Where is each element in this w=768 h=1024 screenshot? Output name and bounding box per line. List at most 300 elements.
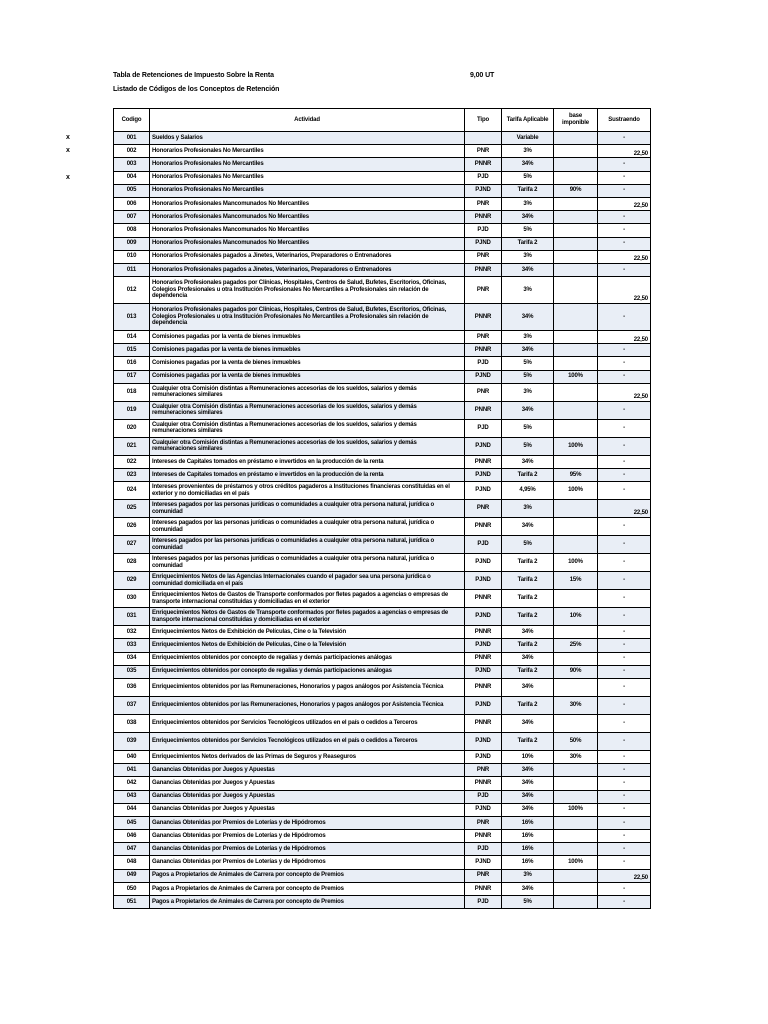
table-row: [114, 437, 651, 455]
table-cell-tipo: PJD: [465, 171, 502, 184]
table-cell-sustraendo: -: [598, 608, 651, 626]
table-cell-tipo: PNR: [465, 500, 502, 518]
table-cell-tarifa: Tarifa 2: [502, 184, 554, 197]
table-cell-actividad: Enriquecimientos obtenidos por las Remuneraciones, Honorarios y pagos análogos por Asistencia Técnica: [150, 696, 465, 714]
table-cell-actividad: Honorarios Profesionales pagados por Clínicas, Hospitales, Centros de Salud, Bufetes, Escritorios, Oficinas, Colegios Profesionales u otra Institución Profesionales No Mercantiles a Profesionales sin relación de dependencia: [150, 304, 465, 331]
table-cell-tarifa: 10%: [502, 750, 554, 763]
column-header-base: base imponible: [554, 109, 598, 132]
table-cell-tipo: PNNR: [465, 714, 502, 732]
table-cell-tipo: PJND: [465, 696, 502, 714]
table-row: [114, 500, 651, 518]
table-row: [114, 816, 651, 829]
table-cell-tarifa: 5%: [502, 224, 554, 237]
table-cell-tarifa: 34%: [502, 263, 554, 276]
table-cell-base: 100%: [554, 554, 598, 572]
table-cell-codigo: 012: [114, 277, 150, 304]
table-cell-tipo: PNNR: [465, 263, 502, 276]
table-cell-actividad: Enriquecimientos obtenidos por las Remuneraciones, Honorarios y pagos análogos por Asistencia Técnica: [150, 678, 465, 696]
table-cell-codigo: 033: [114, 639, 150, 652]
table-cell-sustraendo: -: [598, 419, 651, 437]
table-cell-tarifa: 5%: [502, 357, 554, 370]
table-cell-tarifa: 5%: [502, 419, 554, 437]
table-cell-actividad: Cualquier otra Comisión distintas a Remuneraciones accesorias de los sueldos, salarios y demás remuneraciones similares: [150, 437, 465, 455]
table-row: [114, 482, 651, 500]
table-cell-actividad: Comisiones pagadas por la venta de bienes inmuebles: [150, 370, 465, 383]
table-cell-sustraendo: -: [598, 237, 651, 250]
document-title: Tabla de Retenciones de Impuesto Sobre la Renta: [113, 72, 274, 79]
table-cell-tipo: PJND: [465, 639, 502, 652]
table-cell-base: [554, 626, 598, 639]
table-cell-tarifa: 34%: [502, 455, 554, 468]
table-cell-tarifa: 4,95%: [502, 482, 554, 500]
table-cell-actividad: Cualquier otra Comisión distintas a Remuneraciones accesorias de los sueldos, salarios y demás remuneraciones similares: [150, 419, 465, 437]
table-cell-actividad: Comisiones pagadas por la venta de bienes inmuebles: [150, 331, 465, 344]
table-cell-sustraendo: -: [598, 678, 651, 696]
column-header-actividad: Actividad: [150, 109, 465, 132]
table-cell-sustraendo: -: [598, 401, 651, 419]
table-cell-codigo: 015: [114, 344, 150, 357]
table-cell-codigo: 001: [114, 132, 150, 145]
table-cell-sustraendo: -: [598, 714, 651, 732]
table-cell-base: [554, 843, 598, 856]
table-cell-codigo: 030: [114, 590, 150, 608]
table-cell-sustraendo: -: [598, 171, 651, 184]
table-cell-actividad: Ganancias Obtenidas por Juegos y Apuestas: [150, 764, 465, 777]
column-header-tarifa: Tarifa Aplicable: [502, 109, 554, 132]
table-cell-sustraendo: -: [598, 732, 651, 750]
row-mark: x: [66, 134, 70, 141]
table-cell-base: 15%: [554, 572, 598, 590]
table-row: [114, 357, 651, 370]
table-cell-tipo: PJND: [465, 237, 502, 250]
table-cell-tarifa: Tarifa 2: [502, 237, 554, 250]
table-cell-codigo: 019: [114, 401, 150, 419]
table-cell-tipo: PNNR: [465, 518, 502, 536]
table-cell-sustraendo: -: [598, 437, 651, 455]
table-cell-tipo: PNNR: [465, 652, 502, 665]
table-cell-base: [554, 536, 598, 554]
table-cell-base: [554, 790, 598, 803]
table-cell-tipo: PNR: [465, 869, 502, 882]
table-cell-actividad: Honorarios Profesionales pagados a Jinetes, Veterinarios, Preparadores o Entrenadores: [150, 263, 465, 276]
table-cell-sustraendo: 22,50: [598, 500, 651, 518]
table-cell-tipo: PJD: [465, 224, 502, 237]
table-cell-codigo: 034: [114, 652, 150, 665]
table-row: [114, 211, 651, 224]
table-cell-base: [554, 263, 598, 276]
table-cell-base: [554, 652, 598, 665]
table-row: [114, 678, 651, 696]
table-cell-base: 30%: [554, 696, 598, 714]
table-row: [114, 803, 651, 816]
table-row: [114, 132, 651, 145]
table-cell-actividad: Intereses pagados por las personas jurídicas o comunidades a cualquier otra persona natural, jurídica o comunidad: [150, 500, 465, 518]
table-cell-codigo: 040: [114, 750, 150, 763]
table-cell-codigo: 004: [114, 171, 150, 184]
table-cell-codigo: 044: [114, 803, 150, 816]
table-cell-codigo: 016: [114, 357, 150, 370]
table-cell-actividad: Enriquecimientos obtenidos por Servicios Tecnológicos utilizados en el país o cedidos a Terceros: [150, 732, 465, 750]
table-row: [114, 331, 651, 344]
table-cell-tarifa: Tarifa 2: [502, 554, 554, 572]
table-row: [114, 419, 651, 437]
table-cell-tarifa: 3%: [502, 250, 554, 263]
table-cell-codigo: 051: [114, 896, 150, 909]
table-row: [114, 554, 651, 572]
table-cell-tarifa: 3%: [502, 383, 554, 401]
table-cell-sustraendo: 22,50: [598, 331, 651, 344]
table-cell-tipo: PJND: [465, 482, 502, 500]
table-row: [114, 696, 651, 714]
table-cell-tarifa: 3%: [502, 869, 554, 882]
table-cell-tipo: PNNR: [465, 401, 502, 419]
table-cell-base: [554, 590, 598, 608]
table-cell-tarifa: 34%: [502, 764, 554, 777]
table-cell-tipo: PJND: [465, 572, 502, 590]
table-cell-tarifa: 34%: [502, 518, 554, 536]
table-cell-tipo: PJND: [465, 184, 502, 197]
table-cell-tipo: PNNR: [465, 590, 502, 608]
table-cell-base: [554, 714, 598, 732]
table-cell-base: [554, 455, 598, 468]
table-cell-tipo: PNR: [465, 331, 502, 344]
table-row: [114, 197, 651, 210]
table-cell-tipo: PNNR: [465, 777, 502, 790]
table-cell-actividad: Intereses pagados por las personas jurídicas o comunidades a cualquier otra persona natural, jurídica o comunidad: [150, 554, 465, 572]
table-cell-actividad: Intereses de Capitales tomados en préstamo e invertidos en la producción de la renta: [150, 469, 465, 482]
table-cell-base: [554, 171, 598, 184]
table-cell-actividad: Honorarios Profesionales Mancomunados No Mercantiles: [150, 237, 465, 250]
table-cell-codigo: 046: [114, 830, 150, 843]
table-cell-base: 100%: [554, 856, 598, 869]
table-cell-tipo: PNR: [465, 145, 502, 158]
table-cell-tipo: PNR: [465, 250, 502, 263]
table-row: [114, 344, 651, 357]
table-cell-tarifa: 34%: [502, 344, 554, 357]
table-row: [114, 145, 651, 158]
table-cell-actividad: Pagos a Propietarios de Animales de Carrera por concepto de Premios: [150, 869, 465, 882]
table-cell-sustraendo: -: [598, 211, 651, 224]
table-row: [114, 856, 651, 869]
table-cell-codigo: 029: [114, 572, 150, 590]
table-body: [114, 132, 651, 909]
table-cell-tarifa: 16%: [502, 856, 554, 869]
table-cell-tarifa: 34%: [502, 401, 554, 419]
table-cell-base: [554, 896, 598, 909]
table-row: [114, 304, 651, 331]
table-cell-actividad: Honorarios Profesionales pagados a Jinetes, Veterinarios, Preparadores o Entrenadores: [150, 250, 465, 263]
table-cell-base: [554, 678, 598, 696]
table-cell-tarifa: Variable: [502, 132, 554, 145]
table-cell-tarifa: 34%: [502, 158, 554, 171]
table-cell-sustraendo: -: [598, 652, 651, 665]
table-cell-sustraendo: -: [598, 764, 651, 777]
table-cell-tipo: PJND: [465, 732, 502, 750]
table-cell-tarifa: 34%: [502, 626, 554, 639]
table-cell-base: [554, 816, 598, 829]
table-row: [114, 750, 651, 763]
table-row: [114, 608, 651, 626]
table-cell-base: [554, 383, 598, 401]
table-cell-codigo: 048: [114, 856, 150, 869]
table-cell-base: [554, 830, 598, 843]
table-cell-actividad: Honorarios Profesionales No Mercantiles: [150, 184, 465, 197]
table-cell-tipo: PNNR: [465, 626, 502, 639]
table-row: [114, 370, 651, 383]
table-cell-actividad: Honorarios Profesionales Mancomunados No Mercantiles: [150, 211, 465, 224]
table-cell-actividad: Comisiones pagadas por la venta de bienes inmuebles: [150, 344, 465, 357]
table-cell-codigo: 043: [114, 790, 150, 803]
table-row: [114, 652, 651, 665]
table-cell-tipo: PJND: [465, 370, 502, 383]
table-row: [114, 590, 651, 608]
table-row: [114, 764, 651, 777]
table-cell-actividad: Enriquecimientos Netos de las Agencias Internacionales cuando el pagador sea una persona jurídica o comunidad domiciliada en el país: [150, 572, 465, 590]
table-cell-base: 100%: [554, 482, 598, 500]
table-cell-tipo: PJD: [465, 536, 502, 554]
table-cell-codigo: 018: [114, 383, 150, 401]
table-cell-tarifa: 34%: [502, 652, 554, 665]
table-cell-base: [554, 764, 598, 777]
table-cell-codigo: 008: [114, 224, 150, 237]
table-cell-tipo: PJND: [465, 437, 502, 455]
table-cell-actividad: Ganancias Obtenidas por Juegos y Apuestas: [150, 777, 465, 790]
table-cell-actividad: Honorarios Profesionales Mancomunados No Mercantiles: [150, 224, 465, 237]
row-mark: x: [66, 147, 70, 154]
table-cell-codigo: 028: [114, 554, 150, 572]
table-row: [114, 536, 651, 554]
table-cell-actividad: Enriquecimientos obtenidos por concepto de regalías y demás participaciones análogas: [150, 652, 465, 665]
table-cell-actividad: Enriquecimientos Netos de Gastos de Transporte conformados por fletes pagados a agencias o empresas de transporte internacional constituidas y domiciliadas en el exterior: [150, 590, 465, 608]
table-cell-tarifa: 34%: [502, 882, 554, 895]
table-cell-codigo: 022: [114, 455, 150, 468]
table-cell-codigo: 025: [114, 500, 150, 518]
table-cell-actividad: Enriquecimientos obtenidos por Servicios Tecnológicos utilizados en el país o cedidos a Terceros: [150, 714, 465, 732]
table-cell-codigo: 020: [114, 419, 150, 437]
table-cell-codigo: 031: [114, 608, 150, 626]
table-row: [114, 383, 651, 401]
table-cell-codigo: 007: [114, 211, 150, 224]
table-cell-tarifa: 16%: [502, 843, 554, 856]
table-cell-actividad: Intereses pagados por las personas jurídicas o comunidades a cualquier otra persona natural, jurídica o comunidad: [150, 536, 465, 554]
table-cell-sustraendo: -: [598, 572, 651, 590]
table-cell-base: [554, 331, 598, 344]
table-cell-tarifa: 34%: [502, 790, 554, 803]
table-cell-base: [554, 500, 598, 518]
table-cell-sustraendo: -: [598, 665, 651, 678]
table-cell-actividad: Enriquecimientos Netos de Exhibición de Películas, Cine o la Televisión: [150, 626, 465, 639]
table-cell-base: 100%: [554, 803, 598, 816]
table-cell-sustraendo: -: [598, 357, 651, 370]
table-row: [114, 790, 651, 803]
table-cell-base: 100%: [554, 437, 598, 455]
table-cell-tipo: PNNR: [465, 158, 502, 171]
table-cell-sustraendo: -: [598, 750, 651, 763]
table-row: [114, 777, 651, 790]
table-row: [114, 401, 651, 419]
table-cell-tipo: PJND: [465, 554, 502, 572]
table-cell-actividad: Ganancias Obtenidas por Premios de Loterías y de Hipódromos: [150, 816, 465, 829]
table-cell-sustraendo: -: [598, 803, 651, 816]
table-cell-base: [554, 132, 598, 145]
table-cell-tipo: PNNR: [465, 344, 502, 357]
table-cell-base: 50%: [554, 732, 598, 750]
table-cell-codigo: 039: [114, 732, 150, 750]
table-cell-tarifa: Tarifa 2: [502, 696, 554, 714]
table-cell-sustraendo: -: [598, 263, 651, 276]
table-cell-actividad: Pagos a Propietarios de Animales de Carrera por concepto de Premios: [150, 882, 465, 895]
table-cell-actividad: Intereses pagados por las personas jurídicas o comunidades a cualquier otra persona natural, jurídica o comunidad: [150, 518, 465, 536]
table-cell-actividad: Enriquecimientos Netos derivados de las Primas de Seguros y Reaseguros: [150, 750, 465, 763]
table-cell-tipo: PJND: [465, 856, 502, 869]
table-cell-base: [554, 145, 598, 158]
table-row: [114, 830, 651, 843]
table-cell-sustraendo: -: [598, 830, 651, 843]
table-cell-codigo: 049: [114, 869, 150, 882]
table-cell-actividad: Comisiones pagadas por la venta de bienes inmuebles: [150, 357, 465, 370]
table-cell-actividad: Ganancias Obtenidas por Premios de Loterías y de Hipódromos: [150, 856, 465, 869]
table-cell-base: 95%: [554, 469, 598, 482]
table-cell-sustraendo: -: [598, 304, 651, 331]
table-cell-codigo: 014: [114, 331, 150, 344]
table-cell-base: [554, 344, 598, 357]
table-cell-tarifa: 3%: [502, 145, 554, 158]
table-cell-tarifa: Tarifa 2: [502, 590, 554, 608]
table-row: [114, 626, 651, 639]
table-cell-sustraendo: -: [598, 856, 651, 869]
table-cell-tipo: PNNR: [465, 830, 502, 843]
table-cell-tarifa: 3%: [502, 500, 554, 518]
table-cell-sustraendo: 22,50: [598, 145, 651, 158]
table-cell-base: [554, 869, 598, 882]
table-cell-base: 25%: [554, 639, 598, 652]
table-cell-codigo: 009: [114, 237, 150, 250]
table-row: [114, 171, 651, 184]
table-cell-sustraendo: -: [598, 344, 651, 357]
table-cell-sustraendo: -: [598, 777, 651, 790]
table-row: [114, 732, 651, 750]
table-cell-sustraendo: -: [598, 696, 651, 714]
table-row: [114, 224, 651, 237]
table-cell-codigo: 038: [114, 714, 150, 732]
table-cell-tarifa: 34%: [502, 714, 554, 732]
table-cell-actividad: Sueldos y Salarios: [150, 132, 465, 145]
table-cell-sustraendo: -: [598, 482, 651, 500]
table-row: [114, 469, 651, 482]
table-cell-codigo: 045: [114, 816, 150, 829]
table-cell-base: [554, 304, 598, 331]
table-row: [114, 184, 651, 197]
table-cell-codigo: 002: [114, 145, 150, 158]
table-cell-actividad: Ganancias Obtenidas por Premios de Loterías y de Hipódromos: [150, 830, 465, 843]
table-cell-sustraendo: -: [598, 590, 651, 608]
table-cell-base: [554, 357, 598, 370]
table-cell-tipo: PNNR: [465, 882, 502, 895]
table-cell-actividad: Honorarios Profesionales No Mercantiles: [150, 171, 465, 184]
table-cell-actividad: Enriquecimientos Netos de Gastos de Transporte conformados por fletes pagados a agencias o empresas de transporte internacional constituidas y domiciliadas en el exterior: [150, 608, 465, 626]
table-cell-sustraendo: -: [598, 843, 651, 856]
table-cell-codigo: 047: [114, 843, 150, 856]
table-cell-codigo: 021: [114, 437, 150, 455]
table-cell-tarifa: Tarifa 2: [502, 572, 554, 590]
table-cell-base: [554, 224, 598, 237]
table-cell-actividad: Ganancias Obtenidas por Juegos y Apuestas: [150, 790, 465, 803]
table-row: [114, 882, 651, 895]
table-cell-base: [554, 250, 598, 263]
table-cell-base: [554, 197, 598, 210]
table-cell-codigo: 011: [114, 263, 150, 276]
table-cell-actividad: Ganancias Obtenidas por Premios de Loterías y de Hipódromos: [150, 843, 465, 856]
table-cell-sustraendo: -: [598, 158, 651, 171]
table-cell-actividad: Pagos a Propietarios de Animales de Carrera por concepto de Premios: [150, 896, 465, 909]
table-cell-base: [554, 777, 598, 790]
table-cell-codigo: 032: [114, 626, 150, 639]
table-cell-tipo: PJND: [465, 608, 502, 626]
table-cell-tarifa: 3%: [502, 331, 554, 344]
table-cell-tipo: PNNR: [465, 211, 502, 224]
table-cell-actividad: Enriquecimientos obtenidos por concepto de regalías y demás participaciones análogas: [150, 665, 465, 678]
table-cell-tarifa: 34%: [502, 304, 554, 331]
table-cell-tipo: PNNR: [465, 304, 502, 331]
retention-codes-table: [113, 108, 651, 909]
table-cell-tipo: PNR: [465, 197, 502, 210]
table-cell-tarifa: 5%: [502, 370, 554, 383]
table-cell-tipo: PJD: [465, 790, 502, 803]
table-row: [114, 158, 651, 171]
table-row: [114, 869, 651, 882]
table-cell-tarifa: 5%: [502, 896, 554, 909]
row-mark: x: [66, 174, 70, 181]
table-cell-codigo: 013: [114, 304, 150, 331]
table-cell-tarifa: 3%: [502, 197, 554, 210]
table-cell-base: [554, 518, 598, 536]
table-row: [114, 250, 651, 263]
table-cell-tipo: PJND: [465, 469, 502, 482]
table-cell-tarifa: 34%: [502, 678, 554, 696]
table-cell-base: 100%: [554, 370, 598, 383]
ut-value: 9,00 UT: [470, 72, 495, 79]
table-cell-tarifa: Tarifa 2: [502, 732, 554, 750]
table-cell-base: [554, 158, 598, 171]
table-cell-tipo: [465, 132, 502, 145]
table-cell-base: 30%: [554, 750, 598, 763]
table-cell-actividad: Intereses provenientes de préstamos y otros créditos pagaderos a Instituciones financieras constituidas en el exterior y no domiciliadas en el país: [150, 482, 465, 500]
column-header-tipo: Tipo: [465, 109, 502, 132]
table-cell-codigo: 023: [114, 469, 150, 482]
table-cell-base: [554, 401, 598, 419]
table-cell-sustraendo: -: [598, 469, 651, 482]
table-cell-actividad: Cualquier otra Comisión distintas a Remuneraciones accesorias de los sueldos, salarios y demás remuneraciones similares: [150, 383, 465, 401]
table-row: [114, 237, 651, 250]
table-cell-codigo: 010: [114, 250, 150, 263]
column-header-codigo: Codigo: [114, 109, 150, 132]
table-cell-tipo: PJND: [465, 750, 502, 763]
table-cell-sustraendo: -: [598, 536, 651, 554]
table-cell-actividad: Honorarios Profesionales No Mercantiles: [150, 145, 465, 158]
table-cell-sustraendo: -: [598, 554, 651, 572]
table-cell-actividad: Intereses de Capitales tomados en préstamo e invertidos en la producción de la renta: [150, 455, 465, 468]
table-cell-actividad: Honorarios Profesionales No Mercantiles: [150, 158, 465, 171]
table-cell-codigo: 036: [114, 678, 150, 696]
table-cell-tarifa: Tarifa 2: [502, 469, 554, 482]
table-cell-base: [554, 237, 598, 250]
table-row: [114, 518, 651, 536]
table-cell-sustraendo: -: [598, 790, 651, 803]
table-cell-tarifa: 5%: [502, 171, 554, 184]
table-cell-sustraendo: 22,50: [598, 250, 651, 263]
table-cell-codigo: 041: [114, 764, 150, 777]
table-cell-sustraendo: -: [598, 455, 651, 468]
